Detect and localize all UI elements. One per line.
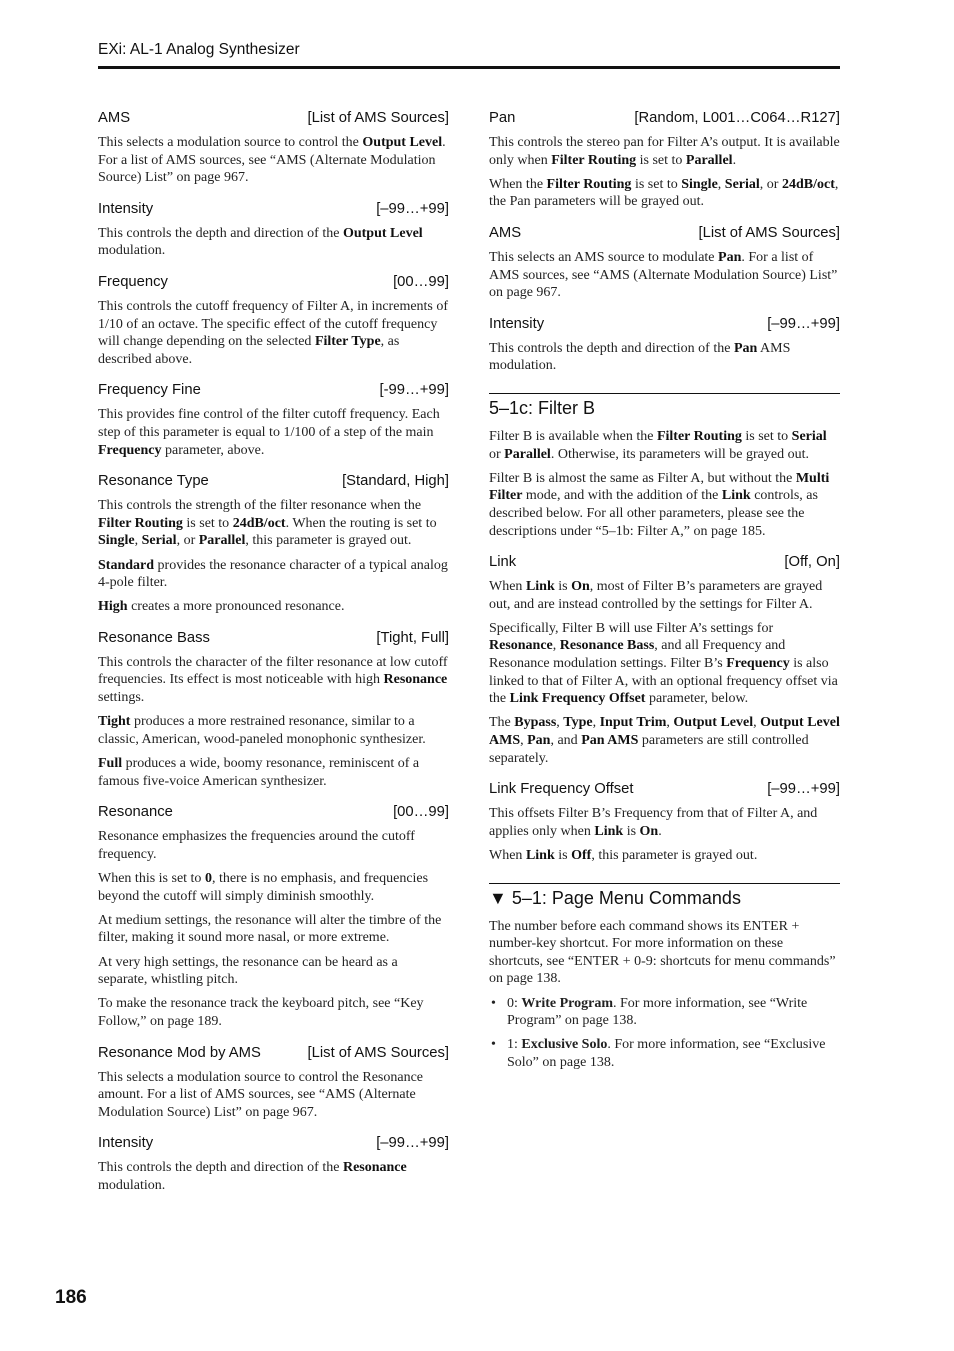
param-link <box>489 552 840 767</box>
param-header <box>98 1133 449 1153</box>
param-pan-ams <box>489 223 840 302</box>
param-name: Pan <box>489 110 516 126</box>
param-ams <box>98 108 449 187</box>
paragraph: High creates a more pronounced resonance. <box>98 599 345 615</box>
param-intensity <box>98 199 449 260</box>
paragraph: This controls the cutoff frequency of Filter A, in increments of 1/10 of an octave. The specific effect of the cutoff frequency will change depending on the selected Filter Type, as described above. <box>98 298 449 367</box>
list-item: • 0: Write Program. For more information, see “Write Program” on page 138. <box>491 995 808 1029</box>
paragraph: This controls the character of the filter resonance at low cutoff frequencies. Its effect is most noticeable with high Resonance settings. <box>98 654 448 706</box>
param-name: Intensity <box>98 200 154 217</box>
param-range: [–99…+99] <box>767 315 840 332</box>
param-name: Resonance Type <box>98 473 209 490</box>
header-rule <box>98 66 840 69</box>
paragraph: Tight produces a more restrained resonance, similar to a classic, American, wood-paneled monophonic synthesizer. <box>98 714 426 747</box>
paragraph: This selects a modulation source to control the Resonance amount. For a list of AMS sources, see “AMS (Alternate Modulation Source) List” on page 967. <box>98 1069 424 1120</box>
paragraph: To make the resonance track the keyboard pitch, see “Key Follow,” on page 189. <box>98 996 424 1029</box>
page-number: 186 <box>55 1287 87 1308</box>
param-name: AMS <box>98 110 131 126</box>
param-range: [00…99] <box>393 804 449 821</box>
paragraph: This offsets Filter B’s Frequency from that of Filter A, and applies only when Link is On. <box>489 806 818 839</box>
param-resonance-mod <box>98 1043 449 1122</box>
section-title: 5–1c: Filter B <box>489 397 596 418</box>
param-intensity-2 <box>98 1133 449 1194</box>
section-rule <box>489 883 840 884</box>
paragraph: Filter B is available when the Filter Routing is set to Serial or Parallel. Otherwise, its parameters will be grayed out. <box>489 428 827 462</box>
param-header <box>489 108 840 128</box>
param-name: Resonance <box>98 804 173 821</box>
param-header <box>489 314 840 334</box>
paragraph: When Link is Off, this parameter is grayed out. <box>489 848 758 863</box>
param-header <box>98 380 449 400</box>
param-pan-intensity <box>489 314 840 375</box>
param-range: [List of AMS Sources] <box>698 224 840 241</box>
paragraph: When the Filter Routing is set to Single, Serial, or 24dB/oct, the Pan parameters will be grayed out. <box>489 176 839 210</box>
list-item: • 1: Exclusive Solo. For more information, see “Exclusive Solo” on page 138. <box>491 1037 826 1070</box>
param-range: [Standard, High] <box>342 473 449 490</box>
param-range: [Random, L001…C064…R127] <box>634 110 840 126</box>
param-header <box>489 223 840 243</box>
param-range: [00…99] <box>393 273 449 290</box>
param-pan <box>489 108 840 211</box>
paragraph: This selects an AMS source to modulate Pan. For a list of AMS sources, see “AMS (Alternate Modulation Source) List” on page 967. <box>489 249 838 301</box>
param-header <box>98 108 449 128</box>
paragraph: This controls the depth and direction of the Output Level modulation. <box>98 225 423 259</box>
param-range: [–99…+99] <box>767 781 840 798</box>
param-range: [–99…+99] <box>376 200 449 217</box>
command-list <box>489 995 840 1072</box>
param-link-frequency-offset <box>489 779 840 864</box>
param-resonance-bass <box>98 628 449 790</box>
param-name: Frequency <box>98 273 168 290</box>
running-header: EXi: AL-1 Analog Synthesizer <box>98 41 300 58</box>
param-resonance-type <box>98 471 449 616</box>
param-header <box>98 1043 449 1063</box>
param-header <box>98 199 449 219</box>
paragraph: This controls the depth and direction of the Resonance modulation. <box>98 1160 407 1193</box>
paragraph: This controls the stereo pan for Filter A’s output. It is available only when Filter Routing is set to Parallel. <box>489 135 840 168</box>
param-range: [Tight, Full] <box>376 629 449 646</box>
paragraph: Standard provides the resonance character of a typical analog 4-pole filter. <box>98 557 448 591</box>
param-header <box>98 802 449 822</box>
paragraph: Resonance emphasizes the frequencies around the cutoff frequency. <box>98 829 415 862</box>
paragraph: At medium settings, the resonance will alter the timbre of the filter, making it sound more nasal, or more extreme. <box>98 912 442 946</box>
param-header <box>98 272 449 292</box>
paragraph: At very high settings, the resonance can be heard as a separate, whistling pitch. <box>98 954 398 988</box>
param-name: Resonance Mod by AMS <box>98 1044 261 1061</box>
paragraph: The Bypass, Type, Input Trim, Output Level, Output Level AMS, Pan, and Pan AMS parameters are still controlled separately. <box>489 715 840 766</box>
section-title: ▼ 5–1: Page Menu Commands <box>489 887 741 908</box>
param-name: Resonance Bass <box>98 629 210 646</box>
paragraph: This controls the strength of the filter resonance when the Filter Routing is set to 24dB/oct. When the routing is set to Single, Serial, or Parallel, this parameter is grayed out. <box>98 498 437 549</box>
paragraph: Full produces a wide, boomy resonance, reminiscent of a famous five-voice American synthesizer. <box>98 756 420 789</box>
section-page-menu <box>489 883 840 1072</box>
param-name: Link Frequency Offset <box>489 781 634 798</box>
paragraph: When Link is On, most of Filter B’s parameters are grayed out, and are instead controlled by the settings for Filter A. <box>489 579 823 612</box>
param-resonance <box>98 802 449 1030</box>
param-range: [-99…+99] <box>379 382 449 399</box>
param-range: [List of AMS Sources] <box>307 1044 449 1061</box>
paragraph: This selects a modulation source to control the Output Level. For a list of AMS sources, see “AMS (Alternate Modulation Source) List” on page 967. <box>98 135 446 186</box>
paragraph: When this is set to 0, there is no emphasis, and frequencies beyond the cutoff will simply diminish smoothly. <box>98 871 429 904</box>
param-range: [List of AMS Sources] <box>307 110 449 126</box>
param-name: Intensity <box>98 1135 154 1152</box>
paragraph: The number before each command shows its ENTER + number-key shortcut. For more information on these shortcuts, see “ENTER + 0-9: shortcuts for menu commands” on page 138. <box>489 918 836 987</box>
param-name: Intensity <box>489 315 545 332</box>
bullet-icon: • <box>491 1037 496 1053</box>
paragraph: Filter B is almost the same as Filter A, but without the Multi Filter mode, and with the addition of the Link controls, as described below. For all other parameters, please see the descriptions under “5–1b: Filter A,” on page 185. <box>489 470 830 539</box>
param-range: [–99…+99] <box>376 1135 449 1152</box>
param-header <box>98 628 449 648</box>
paragraph: This provides fine control of the filter cutoff frequency. Each step of this parameter is equal to 1/100 of a step of the main Frequency parameter, above. <box>98 407 440 458</box>
param-frequency-fine <box>98 380 449 459</box>
param-header <box>489 552 840 572</box>
paragraph: This controls the depth and direction of the Pan AMS modulation. <box>489 340 791 374</box>
param-name: Link <box>489 554 517 571</box>
right-column <box>489 108 840 1084</box>
param-header <box>98 471 449 491</box>
param-name: AMS <box>489 224 522 241</box>
param-range: [Off, On] <box>784 554 840 571</box>
paragraph: Specifically, Filter B will use Filter A’s settings for Resonance, Resonance Bass, and all Frequency and Resonance modulation settings. Filter B’s Frequency is also linked to that of Filter A, with an optional frequency offset via the Link Frequency Offset parameter, below. <box>489 620 838 707</box>
bullet-icon: • <box>491 995 496 1011</box>
param-header <box>489 779 840 799</box>
left-column <box>98 108 449 1207</box>
section-filter-b <box>489 393 840 540</box>
section-rule <box>489 393 840 394</box>
param-frequency <box>98 272 449 368</box>
param-name: Frequency Fine <box>98 382 201 399</box>
